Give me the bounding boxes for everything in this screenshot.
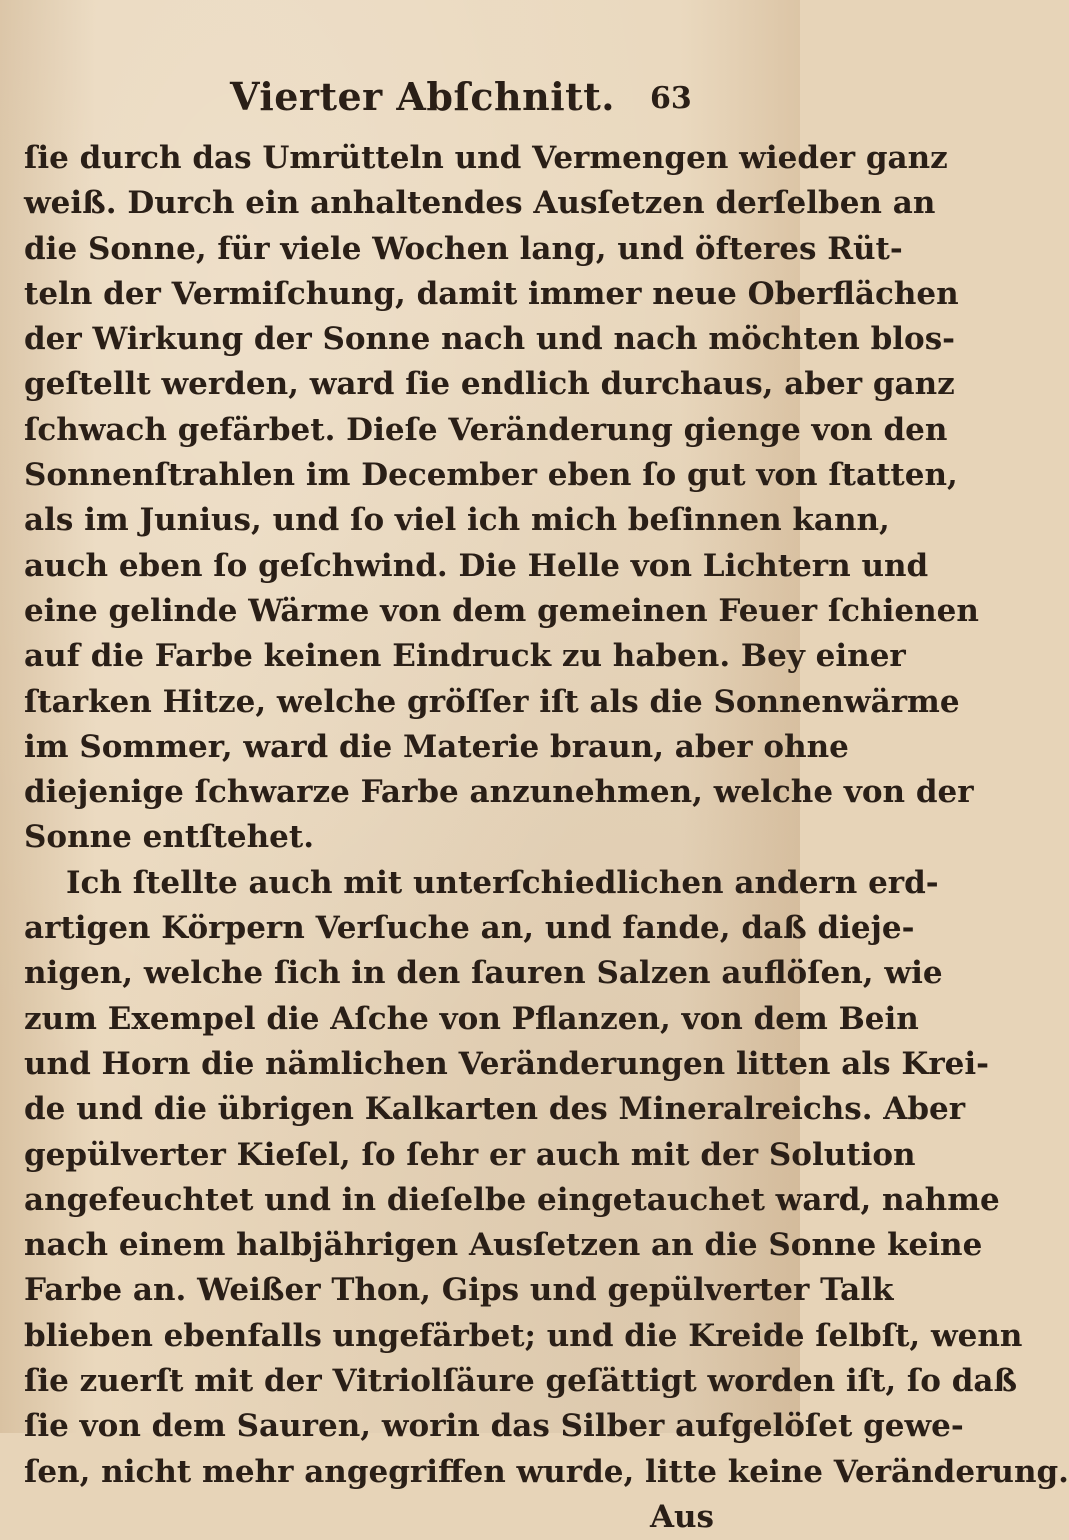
text-line: Farbe an. Weißer Thon, Gips und gepülverter Talk: [24, 1272, 894, 1309]
text-line: auch eben ſo geſchwind. Die Helle von Lichtern und: [24, 547, 929, 584]
text-line: auf die Farbe keinen Eindruck zu haben. Bey einer: [24, 638, 906, 675]
page-header: [0, 72, 800, 122]
text-line: de und die übrigen Kalkarten des Mineralreichs. Aber: [24, 1091, 966, 1128]
text-line: im Sommer, ward die Materie braun, aber ohne: [24, 728, 849, 765]
catchword: Aus: [649, 1498, 714, 1535]
body-text: [24, 136, 1069, 1540]
text-line: gepülverter Kieſel, ſo ſehr er auch mit der Solution: [24, 1136, 916, 1173]
text-line: zum Exempel die Aſche von Pflanzen, von dem Bein: [24, 1000, 919, 1037]
text-line: geſtellt werden, ward ſie endlich durchaus, aber ganz: [24, 366, 955, 403]
text-line: eine gelinde Wärme von dem gemeinen Feuer ſchienen: [24, 592, 979, 629]
running-title: Vierter Abſchnitt.: [230, 74, 615, 119]
text-line: und Horn die nämlichen Veränderungen litten als Krei-: [24, 1045, 990, 1082]
text-line: teln der Vermiſchung, damit immer neue Oberflächen: [24, 275, 959, 312]
text-line: ſchwach gefärbet. Dieſe Veränderung gienge von den: [24, 411, 948, 448]
text-line: ſie zuerſt mit der Vitriolſäure geſättigt worden iſt, ſo daß: [24, 1363, 1018, 1400]
text-line: ſie von dem Sauren, worin das Silber aufgelöſet gewe-: [24, 1408, 964, 1445]
text-line: ſen, nicht mehr angegriffen wurde, litte keine Veränderung.: [24, 1453, 1069, 1490]
text-line: weiß. Durch ein anhaltendes Ausſetzen derſelben an: [24, 185, 936, 222]
text-line: als im Junius, und ſo viel ich mich beſinnen kann,: [24, 502, 890, 539]
text-line: Sonnenſtrahlen im December eben ſo gut von ſtatten,: [24, 457, 958, 494]
text-line: nach einem halbjährigen Ausſetzen an die Sonne keine: [24, 1227, 983, 1264]
paragraph-first-line: Ich ſtellte auch mit unterſchiedlichen andern erd-: [66, 864, 939, 901]
text-line: der Wirkung der Sonne nach und nach möchten blos-: [24, 321, 956, 358]
text-line: ſtarken Hitze, welche gröſſer iſt als die Sonnenwärme: [24, 683, 960, 720]
text-line: angefeuchtet und in dieſelbe eingetauchet ward, nahme: [24, 1181, 1000, 1218]
text-line: ſie durch das Umrütteln und Vermengen wieder ganz: [24, 140, 948, 176]
page-number: 63: [650, 81, 692, 116]
text-line: nigen, welche ſich in den ſauren Salzen auflöſen, wie: [24, 955, 943, 992]
text-line: diejenige ſchwarze Farbe anzunehmen, welche von der: [24, 774, 974, 811]
text-line: Sonne entſtehet.: [24, 819, 314, 856]
text-line: blieben ebenfalls ungefärbet; und die Kreide ſelbſt, wenn: [24, 1317, 1023, 1354]
text-line: die Sonne, für viele Wochen lang, und öfteres Rüt-: [24, 230, 903, 267]
text-line: artigen Körpern Verſuche an, und fande, daß dieje-: [24, 910, 915, 947]
